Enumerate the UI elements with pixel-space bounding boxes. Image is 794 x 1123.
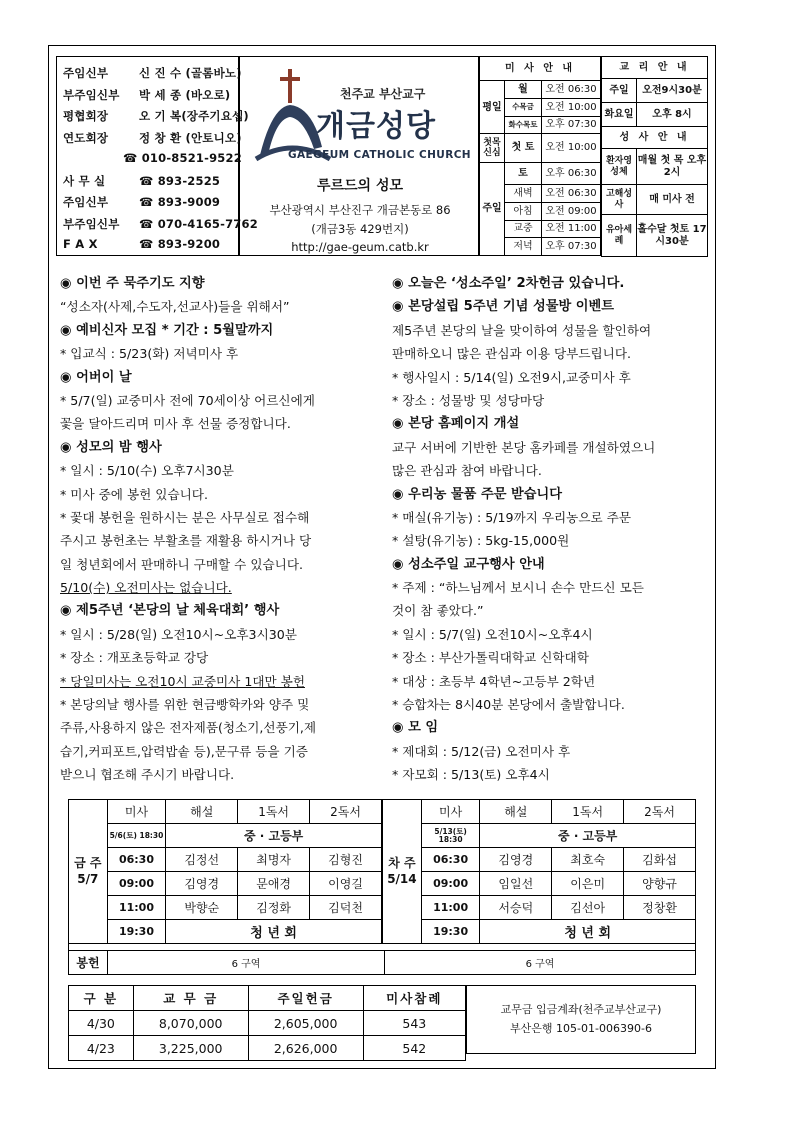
reader-name: 김정화	[238, 896, 310, 920]
staff-row	[63, 65, 242, 81]
finance-cell: 2,626,000	[248, 1036, 363, 1061]
schedule-header: 2독서	[624, 800, 696, 824]
finance-cell: 4/23	[69, 1036, 134, 1061]
section-heading: ◉ 이번 주 묵주기도 지향	[60, 276, 205, 291]
announcement-line: * 미사 중에 봉헌 있습니다.	[60, 486, 208, 502]
section-heading: ◉ 모 임	[392, 720, 439, 736]
announcement-line: * 행사일시 : 5/14(일) 오전9시,교중미사 후	[392, 369, 631, 385]
announcement-line: * 대상 : 초등부 4학년~고등부 2학년	[392, 673, 596, 689]
announcements-right	[392, 272, 712, 787]
reader-name: 양향규	[624, 872, 696, 896]
finance-header: 구 분	[69, 986, 134, 1011]
diocese-name: 천주교 부산교구	[340, 87, 426, 101]
staff-name: ☎ 893-9200	[139, 237, 221, 251]
announcements-left	[60, 272, 380, 787]
announcement-line: * 본당의날 행사를 위한 현금빵학카와 양주 및	[60, 697, 310, 713]
announcement-line: 교구 서버에 기반한 본당 홈카페를 개설하였으니	[392, 439, 656, 455]
evening-mass-time: 19:30	[107, 920, 166, 944]
sacrament-title: 성 사 안 내	[602, 127, 708, 149]
finance-header: 미사참례	[363, 986, 465, 1011]
announcement-line: 많은 관심과 참여 바랍니다.	[392, 463, 542, 479]
finance-cell: 2,605,000	[248, 1011, 363, 1036]
staff-name: ☎ 893-9009	[139, 195, 221, 209]
flower-left: 6 구역	[108, 951, 385, 975]
announcement-line: * 일시 : 5/10(수) 오후7시30분	[60, 463, 234, 479]
section-heading: ◉ 예비신자 모집 * 기간 : 5월말까지	[60, 322, 274, 338]
announcement-line: 꽃을 달아드리며 미사 후 선물 증정합니다.	[60, 416, 291, 432]
mass-time-cell: 09:00	[421, 872, 480, 896]
church-address-detail: (개금3동 429번지)	[311, 222, 409, 236]
staff-name: ☎ 070-4165-7762	[139, 216, 258, 231]
staff-row	[63, 87, 230, 103]
mass-time-cell: 06:30	[107, 848, 166, 872]
first-mass-group: 중 · 고등부	[480, 824, 696, 848]
schedule-right	[382, 799, 696, 944]
church-address: 부산광역시 부산진구 개금본동로 86	[269, 203, 451, 217]
reader-name: 이영길	[310, 872, 382, 896]
reader-name: 문애경	[238, 872, 310, 896]
announcement-line: * 장소 : 성물방 및 성당마당	[392, 392, 545, 408]
announcement-line: * 일시 : 5/28(일) 오전10시~오후3시30분	[60, 626, 297, 642]
sacrament-label: 고해성사	[602, 185, 637, 215]
staff-row	[63, 108, 249, 124]
mass-day: 수목금	[505, 99, 542, 117]
church-name: 개금성당	[316, 109, 436, 144]
announcement-line: 5/10(수) 오전미사는 없습니다.	[60, 580, 232, 596]
announcement-line: * 설탕(유기농) : 5kg-15,000원	[392, 533, 570, 549]
announcement-line: * 꽃대 봉헌을 원하시는 분은 사무실로 접수해	[60, 509, 310, 525]
reader-name: 김덕천	[310, 896, 382, 920]
sacrament-value: 홀수달 첫토 17시30분	[637, 215, 708, 257]
account-info	[466, 985, 696, 1054]
staff-role: 주임신부	[63, 195, 109, 209]
mass-time-cell: 11:00	[421, 896, 480, 920]
staff-name: 박 세 종 (바오로)	[139, 87, 231, 102]
reader-name: 최호숙	[552, 848, 624, 872]
mass-day: 첫 토	[505, 134, 542, 163]
staff-row	[63, 151, 242, 165]
mass-time: 오전 06:30	[542, 185, 601, 203]
announcement-line: * 자모회 : 5/13(토) 오후4시	[392, 767, 550, 783]
finance-header: 주일헌금	[248, 986, 363, 1011]
schedule-header: 미사	[421, 800, 480, 824]
mass-info-title: 미 사 안 내	[480, 57, 601, 81]
announcement-line: 받으니 협조해 주시기 바랍니다.	[60, 767, 235, 783]
section-heading: ◉ 본당 홈페이지 개설	[392, 416, 520, 432]
announcement-line: * 매실(유기농) : 5/19까지 우리농으로 주문	[392, 509, 631, 525]
staff-row	[63, 194, 220, 210]
schedule-header: 1독서	[552, 800, 624, 824]
doctrine-title: 교 리 안 내	[602, 57, 708, 79]
staff-name: ☎ 010-8521-9522	[123, 151, 242, 165]
mass-time: 오전 11:00	[542, 220, 601, 238]
reader-name: 김영경	[166, 872, 238, 896]
church-motto: 루르드의 성모	[316, 178, 404, 194]
first-mass-time: 5/6(토) 18:30	[107, 824, 166, 848]
account-line: 교무금 입금계좌(천주교부산교구)	[500, 1003, 662, 1016]
mass-day: 새벽	[505, 185, 542, 203]
reader-name: 김선아	[552, 896, 624, 920]
church-name-en: GAEGEUM CATHOLIC CHURCH	[288, 149, 471, 161]
finance-cell: 543	[363, 1011, 465, 1036]
schedule-header: 1독서	[238, 800, 310, 824]
account-number: 부산은행 105-01-006390-6	[510, 1022, 652, 1035]
mass-time-cell: 09:00	[107, 872, 166, 896]
announcement-line: 주류,사용하지 않은 전자제품(청소기,선풍기,제	[60, 720, 317, 736]
sacrament-label: 환자영성체	[602, 149, 637, 185]
mass-group-sunday: 주일	[480, 163, 505, 256]
staff-role: 연도회장	[63, 130, 109, 145]
finance-table	[68, 985, 466, 1061]
staff-row	[63, 173, 220, 189]
announcement-line: “성소자(사제,수도자,선교사)들을 위해서”	[60, 299, 290, 315]
flower-label: 봉헌	[69, 951, 108, 975]
mass-time: 오후 07:30	[542, 116, 601, 134]
announcement-line: 것이 참 좋았다.”	[392, 603, 484, 619]
announcement-line: 주시고 봉헌초는 부활초를 재활용 하시거나 당	[60, 533, 312, 549]
reader-name: 임일선	[480, 872, 552, 896]
announcement-line: 습기,커피포트,압력밥솥 등),문구류 등을 기증	[60, 743, 308, 759]
doctrine-label: 화요일	[602, 103, 637, 127]
staff-role: 사 무 실	[63, 173, 106, 188]
announcement-line: 제5주년 본당의 날을 맞이하여 성물을 할인하여	[392, 322, 652, 338]
finance-cell: 8,070,000	[133, 1011, 248, 1036]
mass-time: 오전 06:30	[542, 81, 601, 99]
church-header	[239, 56, 479, 256]
week-label: 차 주 5/14	[383, 800, 422, 944]
mass-group-devotion: 첫목신심	[480, 134, 505, 163]
reader-name: 정창환	[624, 896, 696, 920]
first-mass-group: 중 · 고등부	[166, 824, 382, 848]
staff-role: 평협회장	[63, 109, 109, 123]
reader-name: 김형진	[310, 848, 382, 872]
doctrine-value: 오후 8시	[637, 103, 708, 127]
staff-role: 주임신부	[63, 66, 109, 80]
staff-name: 정 창 환 (안토니오)	[139, 130, 242, 145]
sacrament-value: 매 미사 전	[637, 185, 708, 215]
announcement-line: * 당일미사는 오전10시 교중미사 1대만 봉헌	[60, 673, 305, 689]
section-heading: ◉ 성소주일 교구행사 안내	[392, 556, 545, 572]
mass-group-weekday: 평일	[480, 81, 505, 134]
flower-offering-row	[68, 950, 696, 975]
announcement-line: * 제대회 : 5/12(금) 오전미사 후	[392, 743, 571, 759]
schedule-header: 해설	[166, 800, 238, 824]
staff-role: 부주임신부	[63, 216, 120, 231]
mass-time: 오전 10:00	[542, 134, 601, 163]
staff-name: 신 진 수 (골롬바노)	[139, 66, 242, 80]
sacrament-label: 유아세례	[602, 215, 637, 257]
staff-row	[63, 130, 242, 146]
finance-cell: 4/30	[69, 1011, 134, 1036]
mass-time-cell: 11:00	[107, 896, 166, 920]
section-heading: ◉ 어버이 날	[60, 369, 132, 385]
staff-name: 오 기 복(장주기요셉)	[139, 109, 249, 123]
sacrament-value: 매월 첫 목 오후 2시	[637, 149, 708, 185]
reader-name: 서승덕	[480, 896, 552, 920]
staff-row	[63, 216, 258, 232]
finance-header: 교 무 금	[133, 986, 248, 1011]
mass-day: 화수목토	[505, 116, 542, 134]
section-heading: ◉ 우리농 물품 주문 받습니다	[392, 486, 563, 502]
finance-cell: 3,225,000	[133, 1036, 248, 1061]
reader-name: 이은미	[552, 872, 624, 896]
mass-info-table	[479, 56, 601, 256]
reader-name: 박향순	[166, 896, 238, 920]
week-label: 금 주 5/7	[69, 800, 108, 944]
doctrine-sacrament-table	[601, 56, 708, 257]
schedule-left	[68, 799, 382, 944]
mass-day: 교중	[505, 220, 542, 238]
finance-cell: 542	[363, 1036, 465, 1061]
schedule-header: 미사	[107, 800, 166, 824]
mass-time: 오전 09:00	[542, 202, 601, 220]
mass-day: 토	[505, 163, 542, 185]
staff-role: F A X	[63, 237, 98, 251]
mass-day: 아침	[505, 202, 542, 220]
reader-name: 김영경	[480, 848, 552, 872]
announcement-line: * 승합차는 8시40분 본당에서 출발합니다.	[392, 697, 625, 713]
doctrine-value: 오전9시30분	[637, 79, 708, 103]
mass-time: 오전 10:00	[542, 99, 601, 117]
mass-day: 월	[505, 81, 542, 99]
announcement-line: * 입교식 : 5/23(화) 저녁미사 후	[60, 346, 239, 362]
staff-name: ☎ 893-2525	[139, 173, 221, 188]
reader-name: 김화섭	[624, 848, 696, 872]
staff-role: 부주임신부	[63, 87, 120, 102]
section-heading: ◉ 제5주년 ‘본당의 날 체육대회’ 행사	[60, 603, 280, 619]
reader-name: 최명자	[238, 848, 310, 872]
flower-right: 6 구역	[385, 951, 696, 975]
evening-mass-group: 청 년 회	[166, 920, 382, 944]
mass-time: 오후 07:30	[542, 238, 601, 256]
staff-row	[63, 237, 220, 251]
staff-directory	[56, 56, 258, 256]
announcement-line: * 장소 : 부산가톨릭대학교 신학대학	[392, 650, 589, 666]
announcement-line: * 주제 : “하느님께서 보시니 손수 만드신 모든	[392, 580, 644, 596]
reader-name: 김정선	[166, 848, 238, 872]
evening-mass-group: 청 년 회	[480, 920, 696, 944]
announcement-line: * 5/7(일) 교중미사 전에 70세이상 어르신에게	[60, 392, 315, 408]
schedule-header: 2독서	[310, 800, 382, 824]
doctrine-label: 주일	[602, 79, 637, 103]
mass-time: 오후 06:30	[542, 163, 601, 185]
announcement-line: * 일시 : 5/7(일) 오전10시~오후4시	[392, 626, 593, 642]
announcement-line: * 장소 : 개포초등학교 강당	[60, 650, 209, 666]
first-mass-time: 5/13(토) 18:30	[421, 824, 480, 848]
section-heading: ◉ 성모의 밤 행사	[60, 439, 162, 455]
announcement-line: 일 청년회에서 판매하니 구매할 수 있습니다.	[60, 556, 303, 572]
evening-mass-time: 19:30	[421, 920, 480, 944]
announcement-line: 판매하오니 많은 관심과 이용 당부드립니다.	[392, 346, 631, 362]
mass-day: 저녁	[505, 238, 542, 256]
section-heading: ◉ 오늘은 ‘성소주일’ 2차헌금 있습니다.	[392, 276, 625, 291]
schedule-header: 해설	[480, 800, 552, 824]
church-url[interactable]: http://gae-geum.catb.kr	[291, 240, 429, 254]
section-heading: ◉ 본당설립 5주년 기념 성물방 이벤트	[392, 299, 614, 315]
mass-time-cell: 06:30	[421, 848, 480, 872]
